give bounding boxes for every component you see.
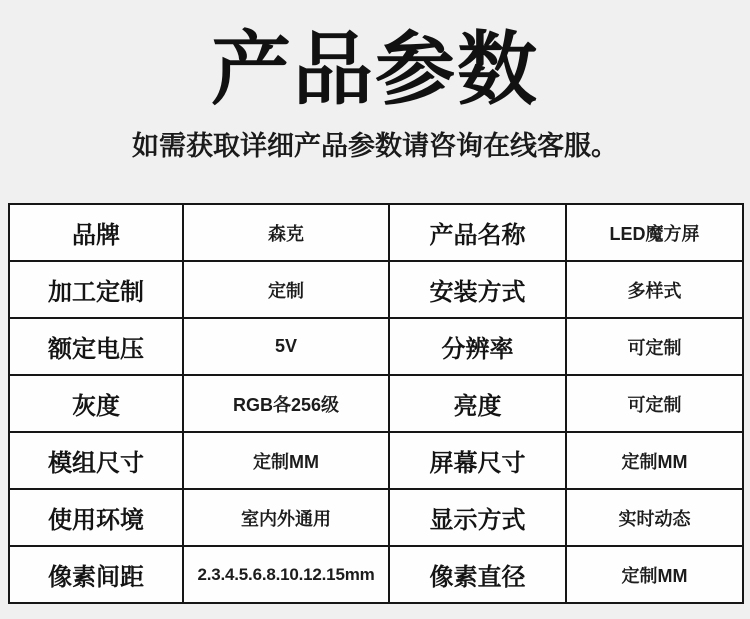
spec-label-brightness: 亮度 [389,375,566,432]
spec-value-customization: 定制 [183,261,389,318]
spec-value-module-size: 定制MM [183,432,389,489]
spec-label-installation: 安装方式 [389,261,566,318]
spec-value-display-mode: 实时动态 [566,489,743,546]
spec-label-rated-voltage: 额定电压 [9,318,183,375]
spec-label-brand: 品牌 [9,204,183,261]
spec-value-brightness: 可定制 [566,375,743,432]
spec-value-pixel-pitch: 2.3.4.5.6.8.10.12.15mm [183,546,389,603]
page-title: 产品参数 [211,25,539,114]
table-row [9,318,743,375]
table-row [9,546,743,603]
table-row [9,489,743,546]
spec-value-screen-size: 定制MM [566,432,743,489]
page-subtitle: 如需获取详细产品参数请咨询在线客服。 [132,131,618,161]
spec-table [8,203,744,604]
table-row [9,375,743,432]
spec-label-environment: 使用环境 [9,489,183,546]
spec-label-screen-size: 屏幕尺寸 [389,432,566,489]
table-row [9,432,743,489]
spec-label-module-size: 模组尺寸 [9,432,183,489]
spec-label-customization: 加工定制 [9,261,183,318]
spec-label-grayscale: 灰度 [9,375,183,432]
spec-value-resolution: 可定制 [566,318,743,375]
spec-value-product-name: LED魔方屏 [566,204,743,261]
spec-value-grayscale: RGB各256级 [183,375,389,432]
spec-value-environment: 室内外通用 [183,489,389,546]
spec-value-installation: 多样式 [566,261,743,318]
spec-value-pixel-diameter: 定制MM [566,546,743,603]
spec-value-brand: 森克 [183,204,389,261]
spec-label-product-name: 产品名称 [389,204,566,261]
spec-value-rated-voltage: 5V [183,318,389,375]
table-row [9,204,743,261]
table-row [9,261,743,318]
spec-label-pixel-pitch: 像素间距 [9,546,183,603]
spec-label-resolution: 分辨率 [389,318,566,375]
spec-label-pixel-diameter: 像素直径 [389,546,566,603]
spec-label-display-mode: 显示方式 [389,489,566,546]
